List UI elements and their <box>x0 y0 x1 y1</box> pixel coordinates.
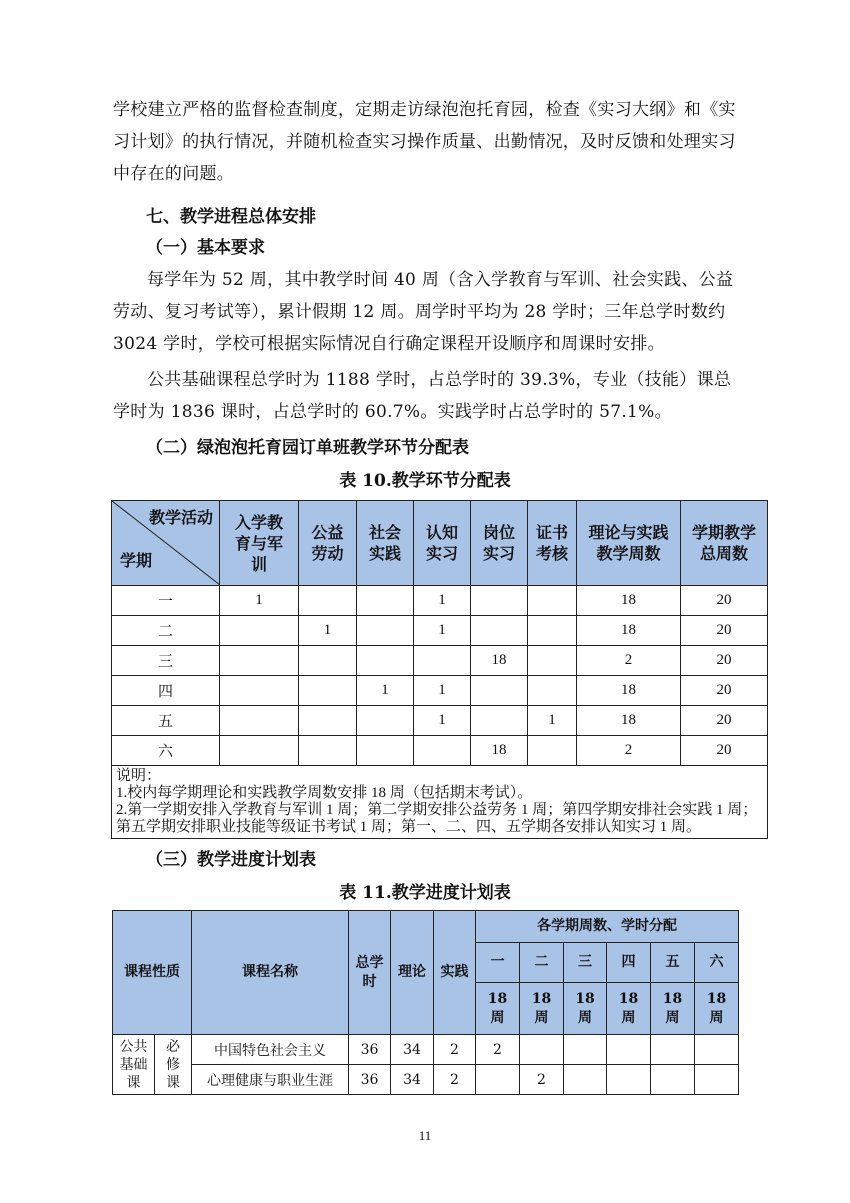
semester-cell <box>520 1035 564 1065</box>
table-cell <box>357 646 414 676</box>
subcategory-required: 必 修 课 <box>155 1035 192 1095</box>
table-cell <box>299 676 357 706</box>
corner-label-semester: 学期 <box>120 551 153 570</box>
weeks-cell: 18 周 <box>476 983 520 1035</box>
table10-header-row <box>112 501 768 586</box>
semester-cell <box>476 1065 520 1095</box>
semester-label: 二 <box>112 616 220 646</box>
table-cell: 20 <box>681 586 768 616</box>
table-cell: 2 <box>577 646 681 676</box>
note-line: 1.校内每学期理论和实践教学周数安排 18 周（包括期末考试）。 <box>116 785 533 801</box>
semester-cell <box>651 1065 695 1095</box>
course-name: 心理健康与职业生涯 <box>192 1065 349 1095</box>
table-cell <box>357 706 414 736</box>
category-public-basic: 公共 基础 课 <box>113 1035 155 1095</box>
table11-header-row-1 <box>113 911 739 943</box>
basic-requirements-paragraph-2: 公共基础课程总学时为 1188 学时，占总学时的 39.3%，专业（技能）课总学时为 1836 课时，占总学时的 60.7%。实践学时占总学时的 57.1%。 <box>113 370 732 422</box>
table-cell: 18 <box>577 706 681 736</box>
page-number: 11 <box>418 1128 432 1143</box>
weeks-cell: 18 周 <box>564 983 607 1035</box>
table-cell <box>528 676 577 706</box>
semester-cell: 2 <box>476 1035 520 1065</box>
table-cell: 18 <box>577 616 681 646</box>
semester-label: 五 <box>112 706 220 736</box>
header-course-nature: 课程性质 <box>113 911 192 1035</box>
note-line: 第五学期安排职业技能等级证书考试 1 周；第一、二、四、五学期各安排认知实习 1 周。 <box>116 819 702 835</box>
table-cell <box>414 646 471 676</box>
table-row <box>112 586 768 616</box>
table10-notes <box>112 766 768 839</box>
semester-header: 五 <box>651 943 695 983</box>
table-cell <box>299 736 357 766</box>
table-cell <box>299 646 357 676</box>
header-theory: 理论 <box>391 911 434 1035</box>
header-practice: 实践 <box>434 911 476 1035</box>
col-header-enrollment: 入学教 育与军 训 <box>220 501 299 586</box>
course-total: 36 <box>349 1065 391 1095</box>
table-cell: 2 <box>577 736 681 766</box>
weeks-cell: 18 周 <box>651 983 695 1035</box>
table-cell: 1 <box>299 616 357 646</box>
semester-label: 一 <box>112 586 220 616</box>
section7-title: 七、教学进程总体安排 <box>146 207 316 227</box>
semester-cell <box>564 1065 607 1095</box>
table-cell: 18 <box>471 646 528 676</box>
table-row <box>113 1065 739 1095</box>
course-theory: 34 <box>391 1065 434 1095</box>
table-cell: 20 <box>681 736 768 766</box>
semester-header: 三 <box>564 943 607 983</box>
table-cell <box>220 616 299 646</box>
table-cell <box>299 706 357 736</box>
col-header-public-labor: 公益 劳动 <box>299 501 357 586</box>
semester-cell <box>695 1035 739 1065</box>
header-course-name: 课程名称 <box>192 911 349 1035</box>
col-header-cognitive-internship: 认知 实习 <box>414 501 471 586</box>
semester-label: 四 <box>112 676 220 706</box>
course-practice: 2 <box>434 1065 476 1095</box>
col-header-post-internship: 岗位 实习 <box>471 501 528 586</box>
table-cell <box>357 616 414 646</box>
intro-paragraph: 学校建立严格的监督检查制度，定期走访绿泡泡托育园，检查《实习大纲》和《实习计划》的执行情况，并随机检查实习操作质量、出勤情况，及时反馈和处理实习中存在的问题。 <box>113 100 736 184</box>
table10-caption: 表 10.教学环节分配表 <box>339 471 511 491</box>
table10-body <box>112 586 768 766</box>
table-cell <box>357 586 414 616</box>
semester-header: 六 <box>695 943 739 983</box>
table-cell <box>471 676 528 706</box>
note-line: 说明： <box>116 768 162 784</box>
table10-corner-cell <box>112 501 220 586</box>
table-row <box>112 676 768 706</box>
table-cell <box>299 586 357 616</box>
table-cell: 20 <box>681 676 768 706</box>
course-name: 中国特色社会主义 <box>192 1035 349 1065</box>
header-total-hours: 总学 时 <box>349 911 391 1035</box>
sub3-title: （三）教学进度计划表 <box>146 850 316 870</box>
header-semester-allocation: 各学期周数、学时分配 <box>476 911 739 943</box>
teaching-progress-table <box>112 910 739 1095</box>
col-header-certificate: 证书 考核 <box>528 501 577 586</box>
table-cell: 1 <box>220 586 299 616</box>
table-cell: 18 <box>577 586 681 616</box>
table-cell: 20 <box>681 616 768 646</box>
semester-header: 二 <box>520 943 564 983</box>
table-row <box>112 616 768 646</box>
table-cell <box>357 736 414 766</box>
teaching-link-table <box>111 500 768 839</box>
table-cell: 20 <box>681 646 768 676</box>
table-cell <box>220 676 299 706</box>
table-cell: 18 <box>471 736 528 766</box>
note-line: 2.第一学期安排入学教育与军训 1 周；第二学期安排公益劳务 1 周；第四学期安排社会实践 1 周； <box>116 802 758 818</box>
table-row <box>112 646 768 676</box>
semester-cell <box>564 1035 607 1065</box>
table-cell <box>471 586 528 616</box>
table-cell: 1 <box>528 706 577 736</box>
table-cell <box>220 736 299 766</box>
course-theory: 34 <box>391 1035 434 1065</box>
semester-cell <box>651 1035 695 1065</box>
weeks-cell: 18 周 <box>607 983 651 1035</box>
table-cell: 1 <box>357 676 414 706</box>
course-total: 36 <box>349 1035 391 1065</box>
semester-cell <box>695 1065 739 1095</box>
col-header-social-practice: 社会 实践 <box>357 501 414 586</box>
basic-requirements-paragraph-1: 每学年为 52 周，其中教学时间 40 周（含入学教育与军训、社会实践、公益劳动、复习考试等），累计假期 12 周。周学时平均为 28 学时；三年总学时数约 3024 学时，学校可根据实际情况自行确定课程开设顺序和周课时安排。 <box>113 270 734 354</box>
table-cell: 1 <box>414 706 471 736</box>
table-cell <box>220 706 299 736</box>
table-cell: 1 <box>414 676 471 706</box>
table-cell <box>528 586 577 616</box>
table-cell: 1 <box>414 616 471 646</box>
table-cell <box>471 616 528 646</box>
table-cell <box>528 736 577 766</box>
table-cell <box>414 736 471 766</box>
corner-label-activity: 教学活动 <box>148 508 213 527</box>
semester-header: 一 <box>476 943 520 983</box>
table-cell <box>528 616 577 646</box>
weeks-cell: 18 周 <box>695 983 739 1035</box>
table-cell: 18 <box>577 676 681 706</box>
semester-cell <box>607 1065 651 1095</box>
col-header-total-weeks: 学期教学 总周数 <box>681 501 768 586</box>
semester-cell: 2 <box>520 1065 564 1095</box>
semester-label: 六 <box>112 736 220 766</box>
semester-header: 四 <box>607 943 651 983</box>
table-cell <box>528 646 577 676</box>
table-row <box>112 736 768 766</box>
table-cell <box>471 706 528 736</box>
sub2-title: （二）绿泡泡托育园订单班教学环节分配表 <box>146 438 469 458</box>
col-header-theory-practice-weeks: 理论与实践 教学周数 <box>577 501 681 586</box>
table-row <box>113 1035 739 1065</box>
table-cell: 1 <box>414 586 471 616</box>
course-practice: 2 <box>434 1035 476 1065</box>
semester-cell <box>607 1035 651 1065</box>
weeks-cell: 18 周 <box>520 983 564 1035</box>
semester-label: 三 <box>112 646 220 676</box>
table10-notes-row <box>112 766 768 839</box>
table-cell <box>220 646 299 676</box>
table11-caption: 表 11.教学进度计划表 <box>339 883 511 903</box>
table-row <box>112 706 768 736</box>
table-cell: 20 <box>681 706 768 736</box>
sub1-title: （一）基本要求 <box>146 238 265 258</box>
